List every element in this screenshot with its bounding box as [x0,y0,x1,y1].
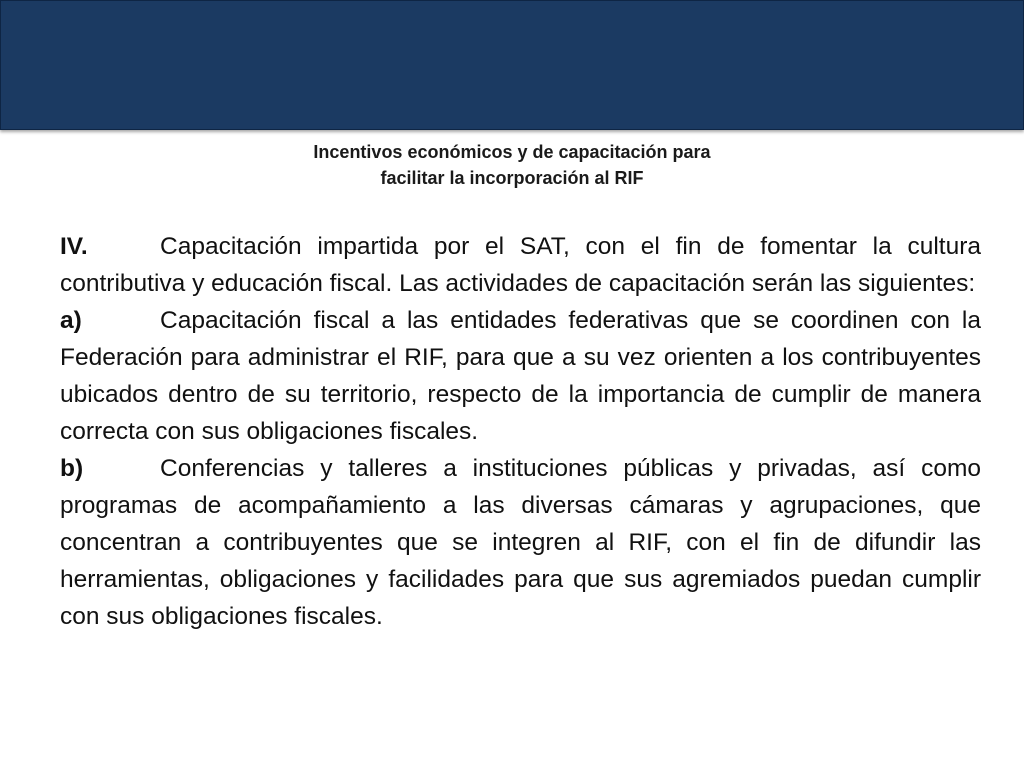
paragraph-b [60,450,981,635]
paragraph-marker: a) [60,307,82,334]
slide-subtitle [0,139,1024,191]
header-band [0,0,1024,130]
subtitle-line-1: Incentivos económicos y de capacitación para [313,142,711,162]
paragraph-iv [60,228,981,302]
paragraph-a [60,302,981,450]
paragraph-text: Conferencias y talleres a instituciones públicas y privadas, así como programas de acompañamiento a las diversas cámaras y agrupaciones, que concentran a contribuyentes que se integren al RIF, con el fin de difundir las herramientas, obligaciones y facilidades para que sus agremiados puedan cumplir con sus obligaciones fiscales. [60,455,981,630]
paragraph-marker: b) [60,455,84,482]
slide-body [60,228,981,635]
paragraph-text: Capacitación fiscal a las entidades federativas que se coordinen con la Federación para administrar el RIF, para que a su vez orienten a los contribuyentes ubicados dentro de su territorio, respecto de la importancia de cumplir de manera correcta con sus obligaciones fiscales. [60,307,981,445]
paragraph-text: Capacitación impartida por el SAT, con el fin de fomentar la cultura contributiva y educación fiscal. Las actividades de capacitación serán las siguientes: [60,233,981,297]
paragraph-marker: IV. [60,233,88,260]
subtitle-line-2: facilitar la incorporación al RIF [380,168,644,188]
